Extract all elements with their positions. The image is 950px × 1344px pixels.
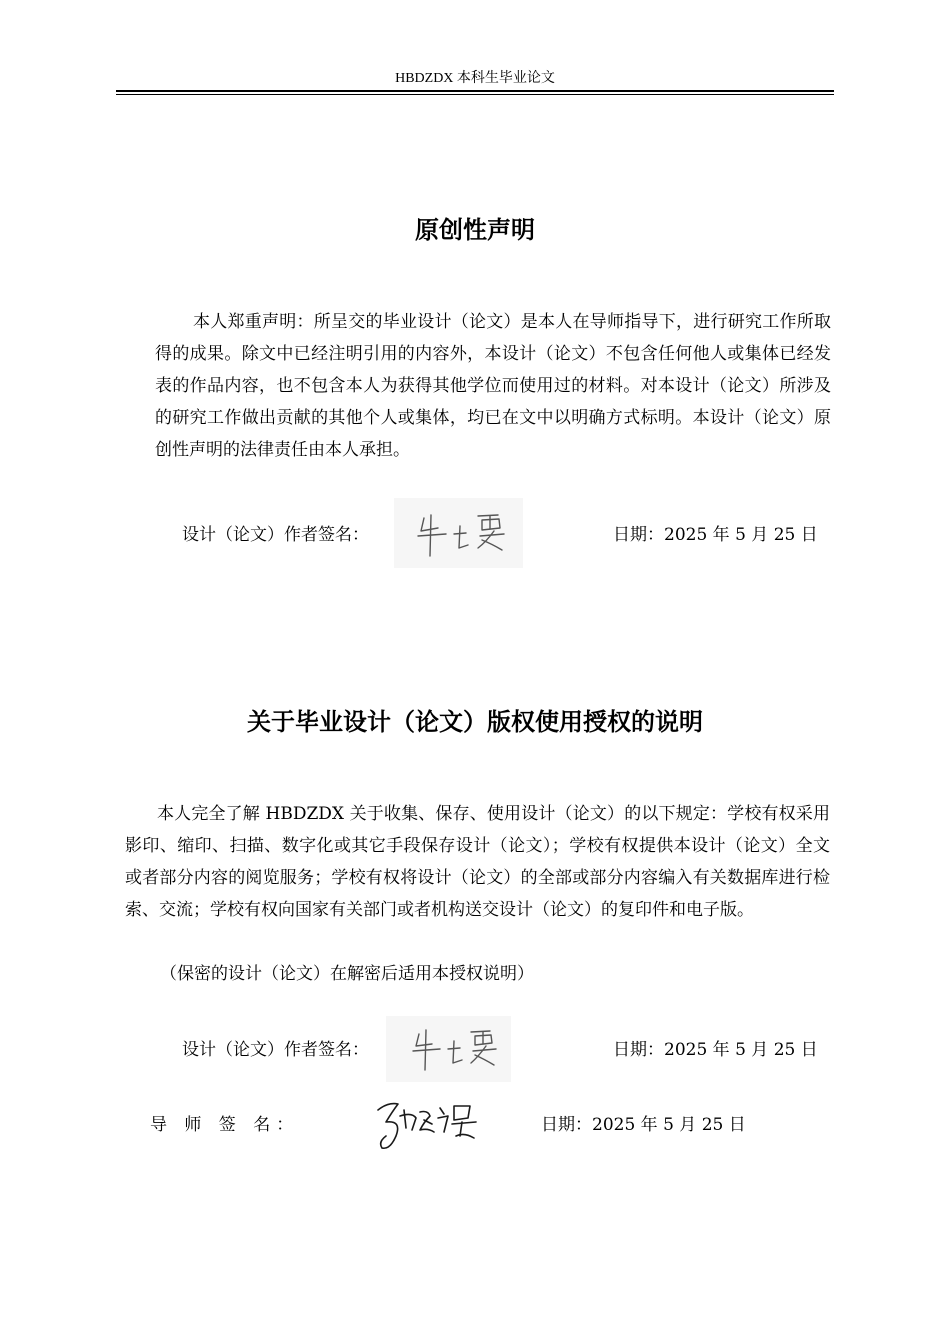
header-rule-thin xyxy=(116,94,834,95)
author-signature-icon xyxy=(386,1016,511,1082)
author-signature-icon xyxy=(394,498,523,568)
page-header: HBDZDX 本科生毕业论文 xyxy=(395,71,555,86)
originality-title: 原创性声明 xyxy=(415,216,535,244)
copyright-title: 关于毕业设计（论文）版权使用授权的说明 xyxy=(247,708,703,736)
advisor-signature-image xyxy=(372,1092,484,1156)
header-rule-thick xyxy=(116,90,834,92)
advisor-date: 日期：2025 年 5 月 25 日 xyxy=(541,1115,746,1135)
advisor-sign-label: 导 师 签 名： xyxy=(150,1115,300,1135)
originality-author-sign-label: 设计（论文）作者签名： xyxy=(182,525,369,545)
copyright-note: （保密的设计（论文）在解密后适用本授权说明） xyxy=(160,964,534,984)
originality-body: 本人郑重声明：所呈交的毕业设计（论文）是本人在导师指导下，进行研究工作所取得的成果。除文中已经注明引用的内容外，本设计（论文）不包含任何他人或集体已经发表的作品内容，也不包含本人为获得其他学位而使用过的材料。对本设计（论文）所涉及的研究工作做出贡献的其他个人或集体，均已在文中以明确方式标明。本设计（论文）原创性声明的法律责任由本人承担。 xyxy=(155,312,831,460)
originality-date: 日期：2025 年 5 月 25 日 xyxy=(613,525,818,545)
author-signature-image-2 xyxy=(386,1016,511,1082)
copyright-author-date: 日期：2025 年 5 月 25 日 xyxy=(613,1040,818,1060)
copyright-author-sign-label: 设计（论文）作者签名： xyxy=(182,1040,369,1060)
author-signature-image-1 xyxy=(394,498,523,568)
advisor-signature-icon xyxy=(372,1092,484,1156)
copyright-body: 本人完全了解 HBDZDX 关于收集、保存、使用设计（论文）的以下规定：学校有权采用影印、缩印、扫描、数字化或其它手段保存设计（论文）；学校有权提供本设计（论文）全文或者部分内容的阅览服务；学校有权将设计（论文）的全部或部分内容编入有关数据库进行检索、交流；学校有权向国家有关部门或者机构送交设计（论文）的复印件和电子版。 xyxy=(125,804,830,920)
